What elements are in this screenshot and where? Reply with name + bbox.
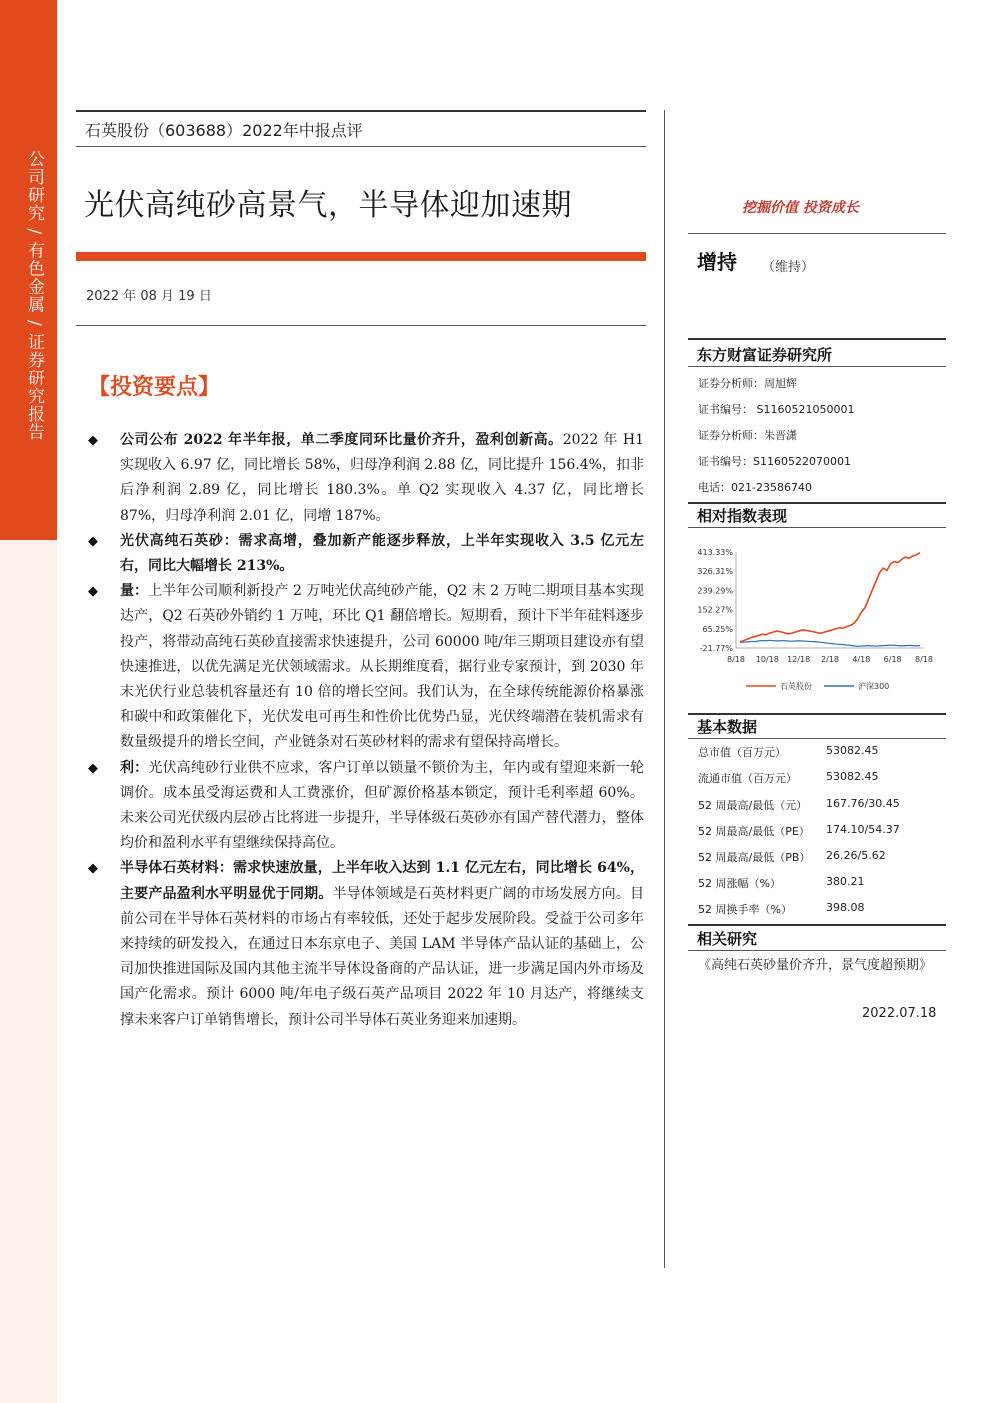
chart-rule [688,527,946,528]
sidebar-category: 公司研究 / 有色金属 / 证券研究报告 [24,150,44,442]
related-rule [688,950,946,951]
report-type: 石英股份（603688）2022年中报点评 [85,121,363,140]
institute-name: 东方财富证券研究所 [697,346,833,364]
related-top-rule [688,924,946,926]
diamond-bullet-icon: ◆ [88,584,98,600]
rating-rule [688,233,946,234]
data-value: 53082.45 [826,744,879,757]
bullet-body: 光伏高纯砂行业供不应求，客户订单以锁量不锁价为主，年内或有望迎来新一轮调价。成本虽受海运费和人工费涨价，但矿源价格基本锁定，预计毛利率超 60%。未来公司光伏级内层砂占比将进一步提升，半导体级石英砂亦有国产替代潜力，整体均价和盈利水平有望继续保持高位。 [120,759,645,852]
diamond-bullet-icon: ◆ [88,533,98,549]
rating-status: （维持） [762,260,815,275]
data-row [698,823,943,849]
y-tick-label: 239.29% [697,586,733,596]
legend-label: 沪深300 [858,682,890,691]
license-2: 证书编号：S1160522070001 [698,455,851,468]
institute-top-rule [688,338,946,340]
diamond-bullet-icon: ◆ [88,760,98,776]
data-key: 52 周换手率（%） [698,903,792,916]
y-tick-label: 65.25% [702,624,733,634]
data-row [698,744,943,770]
analyst-1: 证券分析师：周旭辉 [698,377,797,390]
data-key: 52 周最高/最低（PB） [698,851,811,864]
series-line-0 [740,553,920,642]
legend-label: 石英股份 [780,682,812,691]
bullet-lead: 光伏高纯石英砂：需求高增，叠加新产能逐步释放，上半年实现收入 3.5 亿元左右，同比大幅增长 213%。 [120,532,644,575]
data-key: 52 周最高/最低（PE） [698,825,810,838]
slogan: 挖掘价值 投资成长 [742,200,859,216]
x-tick-label: 10/18 [755,655,779,664]
data-row [698,875,943,901]
relative-index-chart [688,540,946,700]
investment-highlights-title: 【投资要点】 [88,374,221,400]
bullet-lead: 公司公布 2022 年半年报，单二季度同环比量价齐升，盈利创新高。 [120,432,563,448]
related-report-date: 2022.07.18 [862,1006,937,1021]
bullet-body: 2022 年 H1 实现收入 6.97 亿，同比增长 58%，归母净利润 2.88 亿，同比提升 156.4%，扣非后净利润 2.89 亿，同比增长 180.3%。单 Q2 实现收入 4.37 亿，同比增长 87%，归母净利润 2.01 亿，同增 187%。 [120,432,644,524]
report-date: 2022 年 08 月 19 日 [86,289,212,304]
license-1: 证书编号： S1160521050001 [698,403,855,416]
bullet-body: 上半年公司顺利新投产 2 万吨光伏高纯砂产能，Q2 末 2 万吨二期项目基本实现达产，Q2 石英砂外销约 1 万吨，环比 Q1 翻倍增长。短期看，预计下半年硅料逐步投产，将带动高纯石英砂直接需求快速提升，公司 60000 吨/年三期项目建设亦有望快速推进，以优先满足光伏领域需求。从长期维度看，据行业专家预计，到 2030 年末光伏行业总装机容量还有 10 倍的增长空间。我们认为，在全球传统能源价格暴涨和碳中和政策催化下，光伏发电可再生和性价比优势凸显，光伏终端潜在装机需求有数量级提升的增长空间，产业链条对石英砂材料的需求有望保持高增长。 [120,583,645,751]
bullet-point [88,428,644,529]
bullet-point [88,529,644,579]
top-rule [76,110,646,112]
data-value: 174.10/54.37 [826,823,900,836]
x-tick-label: 4/18 [852,655,871,664]
series-line-1 [740,640,920,646]
data-value: 398.08 [826,901,865,914]
chart-title: 相对指数表现 [697,507,788,525]
data-value: 53082.45 [826,770,879,783]
analyst-2: 证券分析师：朱晋潇 [698,429,797,442]
y-tick-label: 413.33% [697,548,733,557]
x-tick-label: 8/18 [915,655,933,664]
bullet-lead: 利： [120,759,149,776]
data-key: 52 周涨幅（%） [698,877,781,890]
y-tick-label: -21.77% [699,644,733,653]
related-title: 相关研究 [697,930,758,948]
x-tick-label: 12/18 [787,655,811,664]
header-rule [76,146,646,147]
rating: 增持 [697,250,737,274]
institute-rule [688,366,946,367]
data-value: 380.21 [826,875,865,888]
basic-data-top-rule [688,713,946,715]
related-report[interactable]: 《高纯石英砂量价齐升，景气度超预期》 [698,958,933,973]
headline: 光伏高纯砂高景气，半导体迎加速期 [84,188,572,223]
x-tick-label: 2/18 [821,655,839,664]
basic-data-title: 基本数据 [697,718,758,736]
bullet-point [88,579,644,755]
data-key: 总市值（百万元） [698,746,786,759]
y-tick-label: 326.31% [697,567,733,577]
title-accent-band [76,252,646,261]
data-key: 流通市值（百万元） [698,772,797,785]
bullet-point [88,756,644,857]
bullet-point [88,856,644,1032]
chart-top-rule [688,502,946,504]
data-row [698,797,943,823]
sidebar-fade [0,540,57,1403]
diamond-bullet-icon: ◆ [88,861,98,877]
phone: 电话：021-23586740 [698,481,812,494]
y-tick-label: 152.27% [697,605,733,615]
bullet-lead: 半导体石英材料：需求快速放量，上半年收入达到 1.1 亿元左右，同比增长 64%，主要产品盈利水平明显优于同期。 [120,860,644,902]
column-divider [664,110,665,1268]
data-row [698,770,943,796]
x-tick-label: 8/18 [727,655,745,664]
data-row [698,849,943,875]
date-rule [76,325,646,326]
data-key: 52 周最高/最低（元） [698,799,808,812]
x-tick-label: 6/18 [883,655,902,664]
data-value: 167.76/30.45 [826,797,900,810]
diamond-bullet-icon: ◆ [88,433,98,448]
basic-data-rule [688,738,946,739]
bullet-lead: 量： [120,583,149,600]
bullet-body: 半导体领域是石英材料更广阔的市场发展方向。目前公司在半导体石英材料的市场占有率较低，还处于起步发展阶段。受益于公司多年来持续的研发投入，在通过日本东京电子、美国 LAM 半导体产品认证的基础上，公司加快推进国际及国内其他主流半导体设备商的产品认证，进一步满足国内外市场及国产化需求。预计 6000 吨/年电子级石英产品项目 2022 年 10 月达产，将继续支撑未来客户订单销售增长，预计公司半导体石英业务迎来加速期。 [120,885,644,1028]
investment-points [88,428,644,1033]
data-value: 26.26/5.62 [826,849,886,862]
